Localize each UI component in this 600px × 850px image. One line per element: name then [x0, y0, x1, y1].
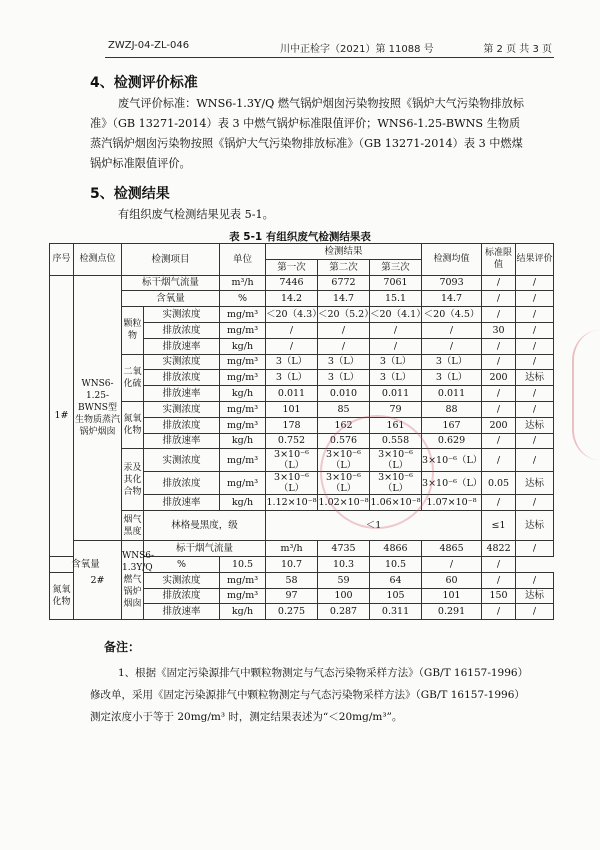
limit-cell: / — [482, 495, 516, 511]
eval-cell: / — [516, 275, 554, 291]
value-cell: 14.7 — [318, 291, 370, 307]
emission-results-table — [49, 243, 554, 620]
avg-cell: 167 — [422, 417, 482, 433]
eval-cell: / — [516, 291, 554, 307]
header-results: 检测结果 — [266, 244, 422, 260]
header-r3: 第三次 — [370, 259, 422, 275]
item-cell: 排放速率 — [144, 495, 220, 511]
item-cell: 排放速率 — [144, 604, 220, 620]
group-cell: 烟气黑度 — [122, 511, 144, 541]
unit-cell: mg/m³ — [220, 472, 266, 495]
avg-cell: 3（L） — [422, 370, 482, 386]
value-cell: ＜20（5.2） — [318, 307, 370, 323]
eval-cell: / — [516, 401, 554, 417]
value-cell: 4866 — [370, 541, 422, 557]
avg-cell: 1.07×10⁻⁸ — [422, 495, 482, 511]
value-cell: 79 — [370, 401, 422, 417]
group-cell: 氮氧化物 — [50, 572, 74, 619]
value-cell: 59 — [318, 572, 370, 588]
eval-cell: / — [516, 572, 554, 588]
value-cell: 3（L） — [370, 354, 422, 370]
unit-cell: kg/h — [220, 604, 266, 620]
eval-cell: / — [516, 307, 554, 323]
unit-cell: mg/m³ — [220, 322, 266, 338]
unit-cell: m³/h — [220, 275, 266, 291]
value-cell: 7061 — [370, 275, 422, 291]
group-cell: 汞及其化合物 — [122, 449, 144, 511]
item-cell: 实测浓度 — [144, 307, 220, 323]
avg-cell: 3（L） — [422, 354, 482, 370]
table-row — [50, 275, 554, 291]
avg-cell: 4822 — [482, 541, 516, 557]
limit-cell: 200 — [482, 417, 516, 433]
unit-cell: kg/h — [220, 495, 266, 511]
table-row — [50, 291, 554, 307]
notes-title: 备注： — [104, 640, 141, 654]
eval-cell: 达标 — [516, 417, 554, 433]
header-avg: 检测均值 — [422, 244, 482, 276]
item-cell: 实测浓度 — [144, 354, 220, 370]
edge-seal-stamp — [572, 330, 600, 460]
table-row — [50, 511, 554, 541]
limit-cell: / — [482, 275, 516, 291]
value-cell: 6772 — [318, 275, 370, 291]
item-cell: 标干烟气流量 — [144, 541, 266, 557]
item-cell: 含氧量 — [50, 556, 122, 572]
value-cell: / — [266, 338, 318, 354]
avg-cell: 0.629 — [422, 433, 482, 449]
value-cell: 3×10⁻⁶（L） — [266, 449, 318, 472]
unit-cell: mg/m³ — [220, 354, 266, 370]
value-cell: 10.5 — [220, 556, 266, 572]
unit-cell: mg/m³ — [220, 449, 266, 472]
item-cell: 标干烟气流量 — [122, 275, 220, 291]
avg-cell: ＜20（4.5） — [422, 307, 482, 323]
value-cell: 4865 — [422, 541, 482, 557]
value-cell: 0.011 — [370, 386, 422, 402]
group-cell: 氮氧化物 — [122, 401, 144, 448]
header-item: 检测项目 — [122, 244, 220, 276]
value-cell: 0.752 — [266, 433, 318, 449]
limit-cell: / — [482, 307, 516, 323]
header-r2: 第二次 — [318, 259, 370, 275]
unit-cell: mg/m³ — [220, 401, 266, 417]
seq-2: 2# — [74, 541, 122, 620]
header-limit: 标准限值 — [482, 244, 516, 276]
point-2: WNS6-1.3Y/Q燃气锅炉烟囱 — [122, 541, 144, 620]
item-cell: 排放浓度 — [144, 588, 220, 604]
avg-cell: 88 — [422, 401, 482, 417]
limit-cell: / — [482, 354, 516, 370]
item-cell: 含氧量 — [122, 291, 220, 307]
header-eval: 结果评价 — [516, 244, 554, 276]
item-cell: 排放浓度 — [144, 472, 220, 495]
value-cell: 100 — [318, 588, 370, 604]
item-cell: 排放速率 — [144, 433, 220, 449]
value-cell: 10.3 — [318, 556, 370, 572]
value-cell: 0.275 — [266, 604, 318, 620]
section-5-text: 有组织废气检测结果见表 5-1。 — [118, 208, 274, 221]
value-cell: 0.576 — [318, 433, 370, 449]
table-row — [50, 307, 554, 323]
eval-cell: 达标 — [516, 588, 554, 604]
unit-cell: kg/h — [220, 338, 266, 354]
report-number: 川中正检字（2021）第 11088 号 — [280, 44, 434, 55]
item-cell: 林格曼黑度，级 — [144, 511, 266, 541]
unit-cell: kg/h — [220, 433, 266, 449]
value-cell: 85 — [318, 401, 370, 417]
value-cell: 4735 — [318, 541, 370, 557]
unit-cell: kg/h — [220, 386, 266, 402]
avg-cell: 101 — [422, 588, 482, 604]
value-cell: 0.010 — [318, 386, 370, 402]
value-cell: / — [370, 338, 422, 354]
header-unit: 单位 — [220, 244, 266, 276]
unit-cell: % — [220, 291, 266, 307]
avg-cell: 60 — [422, 572, 482, 588]
section-4-text: 废气评价标准：WNS6-1.3Y/Q 燃气锅炉烟囱污染物按照《锅炉大气污染物排放标准》（GB 13271-2014）表 3 中燃气锅炉标准限值评价；WNS6-1.25-BWNS 生物质蒸汽锅炉烟囱污染物按照《锅炉大气污染物排放标准》（GB 13271-2014）表 3 中燃煤锅炉标准限值评价。 — [90, 97, 524, 170]
value-cell: 64 — [370, 572, 422, 588]
value-cell: 3（L） — [266, 370, 318, 386]
avg-cell: 7093 — [422, 275, 482, 291]
eval-cell: / — [516, 322, 554, 338]
unit-cell: mg/m³ — [220, 572, 266, 588]
header-row — [50, 244, 554, 260]
limit-cell: / — [516, 541, 554, 557]
value-cell: / — [370, 322, 422, 338]
value-cell: 3（L） — [318, 354, 370, 370]
value-cell: 58 — [266, 572, 318, 588]
avg-cell: / — [422, 322, 482, 338]
note-1: 1、根据《固定污染源排气中颗粒物测定与气态污染物采样方法》（GB/T 16157-1996）修改单，采用《固定污染源排气中颗粒物测定与气态污染物采样方法》（GB/T 16157-1996）测定浓度小于等于 20mg/m³ 时，测定结果表述为“＜20mg/m³”。 — [90, 667, 529, 723]
unit-cell: m³/h — [266, 541, 318, 557]
group-cell: 二氧化硫 — [122, 354, 144, 401]
header-r1: 第一次 — [266, 259, 318, 275]
value-cell: ＜20（4.1） — [370, 307, 422, 323]
eval-cell: / — [516, 354, 554, 370]
avg-cell: 3×10⁻⁶（L） — [422, 449, 482, 472]
document-code: ZWZJ-04-ZL-046 — [108, 40, 190, 51]
limit-cell: / — [482, 401, 516, 417]
value-cell: 3（L） — [370, 370, 422, 386]
section-4-title: 4、检测评价标准 — [90, 75, 198, 91]
value-cell: 162 — [318, 417, 370, 433]
value-cell: 7446 — [266, 275, 318, 291]
value-cell: 1.12×10⁻⁸ — [266, 495, 318, 511]
eval-cell: / — [482, 556, 516, 572]
table-row — [50, 354, 554, 370]
value-cell: 161 — [370, 417, 422, 433]
value-cell: ＜20（4.3） — [266, 307, 318, 323]
avg-cell: 14.7 — [422, 291, 482, 307]
eval-cell: / — [516, 449, 554, 472]
value-cell: / — [266, 322, 318, 338]
unit-cell: % — [144, 556, 220, 572]
limit-cell: 200 — [482, 370, 516, 386]
point-1: WNS6-1.25-BWNS型生物质蒸汽锅炉烟囱 — [74, 275, 122, 541]
value-cell: 3×10⁻⁶（L） — [266, 472, 318, 495]
value-cell: 10.7 — [266, 556, 318, 572]
unit-cell: mg/m³ — [220, 588, 266, 604]
value-cell: / — [318, 322, 370, 338]
item-cell: 实测浓度 — [144, 401, 220, 417]
item-cell: 排放速率 — [144, 338, 220, 354]
limit-cell: / — [482, 338, 516, 354]
group-cell: 颗粒物 — [122, 307, 144, 354]
eval-cell: / — [516, 433, 554, 449]
value-cell: ＜1 — [266, 511, 482, 541]
limit-cell: ≤1 — [482, 511, 516, 541]
value-cell: 0.311 — [370, 604, 422, 620]
value-cell: 3×10⁻⁶（L） — [370, 472, 422, 495]
value-cell: 0.558 — [370, 433, 422, 449]
value-cell: 15.1 — [370, 291, 422, 307]
avg-cell: 3×10⁻⁶（L） — [422, 472, 482, 495]
value-cell: 3×10⁻⁶（L） — [318, 472, 370, 495]
value-cell: 3（L） — [318, 370, 370, 386]
eval-cell: 达标 — [516, 370, 554, 386]
value-cell: 1.02×10⁻⁸ — [318, 495, 370, 511]
limit-cell: / — [422, 556, 482, 572]
page-indicator: 第 2 页 共 3 页 — [483, 44, 552, 55]
item-cell: 排放浓度 — [144, 322, 220, 338]
value-cell: 101 — [266, 401, 318, 417]
table-row — [50, 401, 554, 417]
eval-cell: / — [516, 604, 554, 620]
value-cell: 105 — [370, 588, 422, 604]
header-seq: 序号 — [50, 244, 74, 276]
value-cell: 0.287 — [318, 604, 370, 620]
section-5-title: 5、检测结果 — [90, 186, 170, 202]
value-cell: 3×10⁻⁶（L） — [318, 449, 370, 472]
table-row — [50, 541, 554, 557]
value-cell: 0.011 — [266, 386, 318, 402]
unit-cell: mg/m³ — [220, 370, 266, 386]
page-header — [108, 36, 552, 56]
value-cell: 1.06×10⁻⁸ — [370, 495, 422, 511]
value-cell: 14.2 — [266, 291, 318, 307]
header-divider — [105, 57, 554, 58]
eval-cell: / — [516, 386, 554, 402]
item-cell: 实测浓度 — [144, 449, 220, 472]
limit-cell: / — [482, 449, 516, 472]
eval-cell: / — [516, 495, 554, 511]
limit-cell: 150 — [482, 588, 516, 604]
inspection-seal-stamp — [320, 415, 434, 529]
item-cell: 实测浓度 — [144, 572, 220, 588]
avg-cell: 0.291 — [422, 604, 482, 620]
seq-1: 1# — [50, 275, 74, 556]
value-cell: 3×10⁻⁶（L） — [370, 449, 422, 472]
limit-cell: 0.05 — [482, 472, 516, 495]
value-cell: / — [318, 338, 370, 354]
limit-cell: / — [482, 433, 516, 449]
limit-cell: / — [482, 572, 516, 588]
limit-cell: / — [482, 386, 516, 402]
avg-cell: 10.5 — [370, 556, 422, 572]
eval-cell: 达标 — [516, 511, 554, 541]
limit-cell: / — [482, 291, 516, 307]
table-row — [50, 449, 554, 472]
eval-cell: / — [516, 338, 554, 354]
value-cell: 3（L） — [266, 354, 318, 370]
avg-cell: / — [422, 338, 482, 354]
item-cell: 排放速率 — [144, 386, 220, 402]
eval-cell: 达标 — [516, 472, 554, 495]
unit-cell: mg/m³ — [220, 417, 266, 433]
header-point: 检测点位 — [74, 244, 122, 276]
table-caption: 表 5-1 有组织废气检测结果表 — [229, 231, 371, 243]
avg-cell: 0.011 — [422, 386, 482, 402]
item-cell: 排放浓度 — [144, 417, 220, 433]
limit-cell: 30 — [482, 322, 516, 338]
value-cell: 178 — [266, 417, 318, 433]
unit-cell: mg/m³ — [220, 307, 266, 323]
value-cell: 97 — [266, 588, 318, 604]
limit-cell: / — [482, 604, 516, 620]
item-cell: 排放浓度 — [144, 370, 220, 386]
